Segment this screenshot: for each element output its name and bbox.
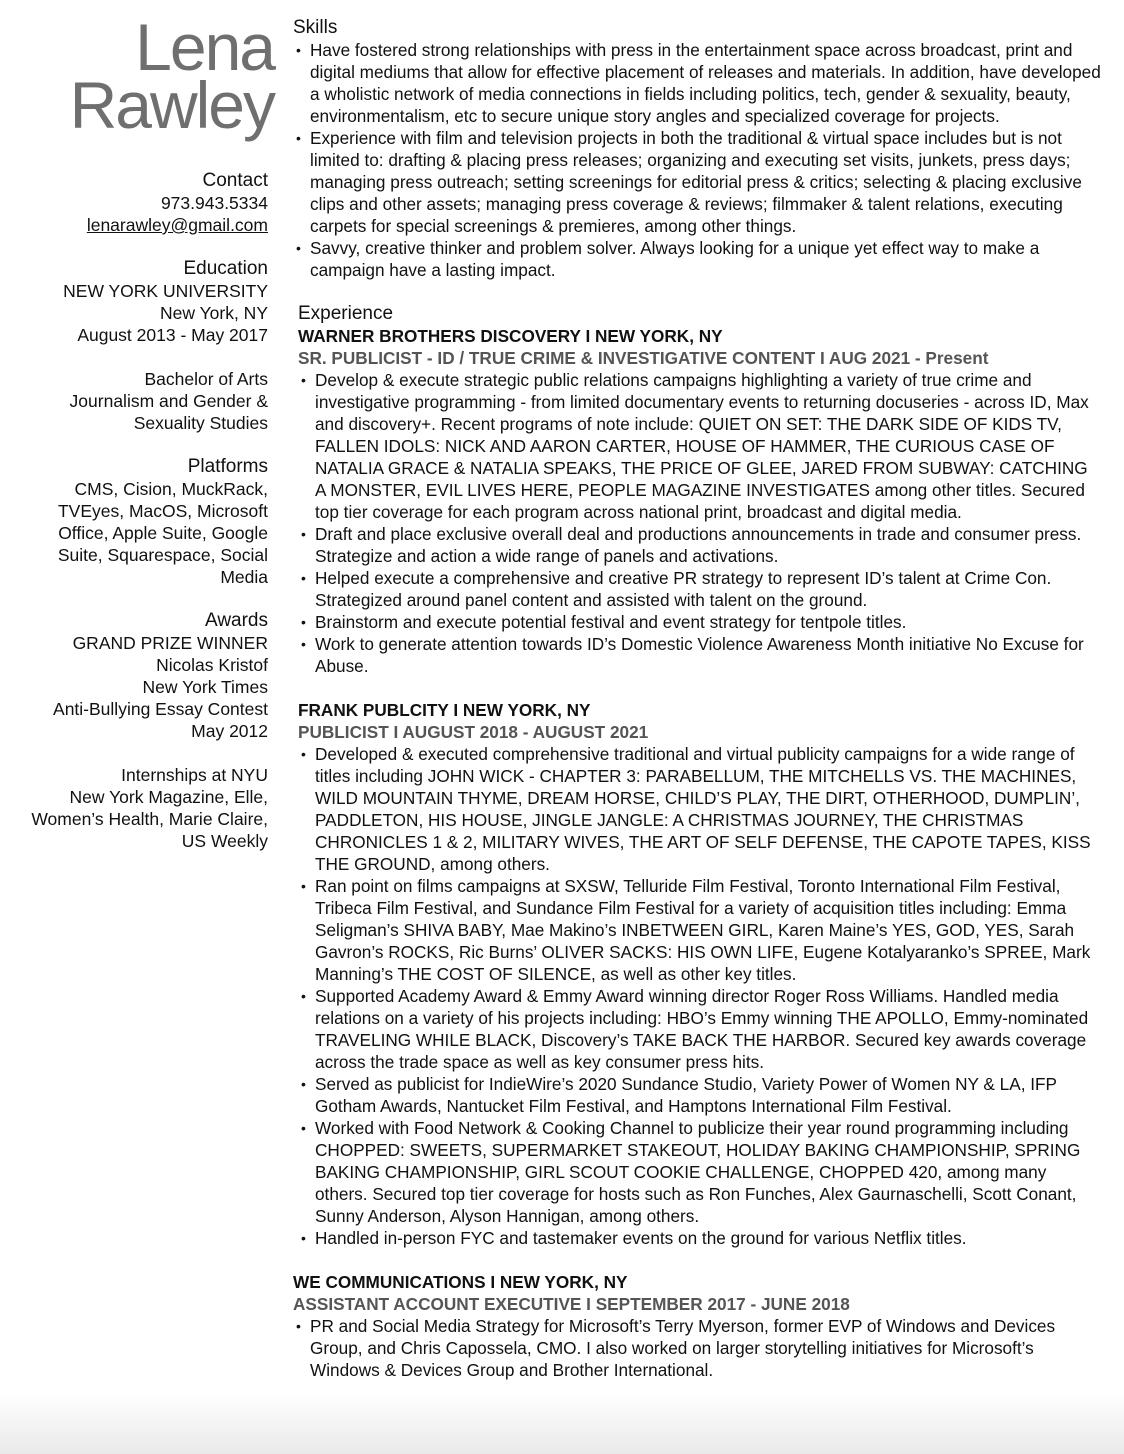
contact-heading: Contact <box>202 170 268 191</box>
email-link[interactable]: lenarawley@gmail.com <box>86 215 268 235</box>
education-heading: Education <box>183 258 268 279</box>
platforms-heading: Platforms <box>187 456 268 477</box>
education-section <box>0 258 268 434</box>
job-role: PUBLICIST I AUGUST 2018 - AUGUST 2021 <box>298 722 649 742</box>
skill-item: • Have fostered strong relationships with press in the entertainment space across broadcast, print and digital mediums that allow for effective placement of releases and materials. In addition, have developed a wholistic network of media connections in fields including politics, tech, gender & sexuality, beauty, environmentalism, etc to secure unique story angles and specialized coverage for projects. <box>293 39 1101 127</box>
job-bullet: • Ran point on films campaigns at SXSW, Telluride Film Festival, Toronto International Film Festival, Tribeca Film Festival, and Sundance Film Festival for a variety of acquisition titles including: Emma Seligman’s SHIVA BABY, Mae Makino’s INBETWEEN GIRL, Karen Maine’s YES, GOD, YES, Sarah Gavron’s ROCKS, Ric Burns’ OLIVER SACKS: HIS OWN LIFE, Eugene Kotalyaranko’s SPREE, Mark Manning’s THE COST OF SILENCE, as well as other key titles. <box>298 875 1101 985</box>
school-location: New York, NY <box>160 303 268 323</box>
award-line: GRAND PRIZE WINNER <box>72 633 268 653</box>
skills-list <box>293 39 1101 281</box>
internships-line: New York Magazine, Elle, <box>69 787 268 807</box>
job-bullet: • Worked with Food Network & Cooking Channel to publicize their year round programming including CHOPPED: SWEETS, SUPERMARKET STAKEOUT, HOLIDAY BAKING CHAMPIONSHIP, SPRING BAKING CHAMPIONSHIP, GIRL SCOUT COOKIE CHALLENGE, CHOPPED 420, among many others. Secured top tier coverage for hosts such as Ron Funches, Alex Gaurnaschelli, Scott Conant, Sunny Anderson, Alyson Hannigan, among others. <box>298 1117 1101 1227</box>
first-name: Lena <box>135 10 274 84</box>
resume-name <box>0 10 274 142</box>
contact-section <box>0 170 268 236</box>
job-bullet: • Handled in-person FYC and tastemaker events on the ground for various Netflix titles. <box>298 1227 1101 1249</box>
job-bullets <box>298 369 1101 677</box>
platforms-list: CMS, Cision, MuckRack, TVEyes, MacOS, Microsoft Office, Apple Suite, Google Suite, Squarespace, Social Media <box>57 479 268 587</box>
job-frank <box>293 699 1101 1249</box>
degree: Bachelor of Arts <box>144 369 268 389</box>
job-company: FRANK PUBLCITY I NEW YORK, NY <box>298 700 591 720</box>
school: NEW YORK UNIVERSITY <box>63 281 268 301</box>
job-role: SR. PUBLICIST - ID / TRUE CRIME & INVESTIGATIVE CONTENT I AUG 2021 - Present <box>298 348 989 368</box>
job-bullet: • PR and Social Media Strategy for Microsoft’s Terry Myerson, former EVP of Windows and Devices Group, and Chris Capossela, CMO. I also worked on larger storytelling initiatives for Microsoft’s Windows & Devices Group and Brother International. <box>293 1315 1101 1381</box>
job-bullet: • Helped execute a comprehensive and creative PR strategy to represent ID’s talent at Crime Con. Strategized around panel content and assisted with talent on the ground. <box>298 567 1101 611</box>
job-we <box>293 1271 1101 1381</box>
job-bullets <box>298 743 1101 1249</box>
job-company: WARNER BROTHERS DISCOVERY I NEW YORK, NY <box>298 326 723 346</box>
degree-major: Journalism and Gender & <box>69 391 268 411</box>
award-line: New York Times <box>142 677 268 697</box>
internships-line: Women’s Health, Marie Claire, <box>31 809 268 829</box>
internships-line: US Weekly <box>181 831 268 851</box>
skills-heading: Skills <box>293 17 338 38</box>
job-wbd <box>293 325 1101 677</box>
skill-item: • Experience with film and television projects in both the traditional & virtual space includes but is not limited to: drafting & placing press releases; organizing and executing set visits, junkets, press days; managing press outreach; setting screenings for editorial press & critics; selecting & placing exclusive clips and other assets; managing press coverage & reviews; filmmaker & talent relations, executing carpets for special screenings & premieres, among other things. <box>293 127 1101 237</box>
job-bullet: • Draft and place exclusive overall deal and productions announcements in trade and consumer press. Strategize and action a wide range of panels and activations. <box>298 523 1101 567</box>
job-bullet: • Served as publicist for IndieWire’s 2020 Sundance Studio, Variety Power of Women NY & LA, IFP Gotham Awards, Nantucket Film Festival, and Hamptons International Film Festival. <box>298 1073 1101 1117</box>
awards-heading: Awards <box>204 610 268 631</box>
sidebar <box>0 10 274 874</box>
internships-section <box>0 764 268 852</box>
award-line: Anti-Bullying Essay Contest <box>53 699 268 719</box>
job-role: ASSISTANT ACCOUNT EXECUTIVE I SEPTEMBER 2017 - JUNE 2018 <box>293 1294 850 1314</box>
phone: 973.943.5334 <box>160 193 268 213</box>
internships-line: Internships at NYU <box>121 765 268 785</box>
awards-section <box>0 610 268 742</box>
job-bullet: • Developed & executed comprehensive traditional and virtual publicity campaigns for a wide range of titles including JOHN WICK - CHAPTER 3: PARABELLUM, THE MITCHELLS VS. THE MACHINES, WILD MOUNTAIN THYME, DREAM HORSE, CHILD’S PLAY, THE DIRT, OTHERHOOD, DUMPLIN’, PADDLETON, HIS HOUSE, JINGLE JANGLE: A CHRISTMAS JOURNEY, THE CHRISTMAS CHRONICLES 1 & 2, MILITARY WIVES, THE ART OF SELF DEFENSE, THE CAPOTE TAPES, KISS THE GROUND, among others. <box>298 743 1101 875</box>
school-dates: August 2013 - May 2017 <box>77 325 268 345</box>
job-bullet: • Develop & execute strategic public relations campaigns highlighting a variety of true crime and investigative programming - from limited documentary events to returning docuseries - across ID, Max and discovery+. Recent programs of note include: QUIET ON SET: THE DARK SIDE OF KIDS TV, FALLEN IDOLS: NICK AND AARON CARTER, HOUSE OF HAMMER, THE CURIOUS CASE OF NATALIA GRACE & NATALIA SPEAKS, THE PRICE OF GLEE, JARED FROM SUBWAY: CATCHING A MONSTER, EVIL LIVES HERE, PEOPLE MAGAZINE INVESTIGATES among other titles. Secured top tier coverage for each program across national print, broadcast and digital media. <box>298 369 1101 523</box>
main-content <box>293 17 1101 1381</box>
degree-major-cont: Sexuality Studies <box>133 413 268 433</box>
last-name: Rawley <box>69 68 274 142</box>
award-line: May 2012 <box>191 721 268 741</box>
job-bullet: • Work to generate attention towards ID’s Domestic Violence Awareness Month initiative No Excuse for Abuse. <box>298 633 1101 677</box>
job-company: WE COMMUNICATIONS I NEW YORK, NY <box>293 1272 628 1292</box>
platforms-section <box>0 456 268 588</box>
experience-heading: Experience <box>298 303 394 324</box>
job-bullets <box>293 1315 1101 1381</box>
job-bullet: • Supported Academy Award & Emmy Award winning director Roger Ross Williams. Handled media relations on a variety of his projects including: HBO’s Emmy winning THE APOLLO, Emmy-nominated TRAVELING WHILE BLACK, Discovery’s TAKE BACK THE HARBOR. Secured key awards coverage across the trade space as well as key consumer press hits. <box>298 985 1101 1073</box>
page-bottom-shade <box>0 1394 1124 1454</box>
skill-item: • Savvy, creative thinker and problem solver. Always looking for a unique yet effect way to make a campaign have a lasting impact. <box>293 237 1101 281</box>
award-line: Nicolas Kristof <box>156 655 268 675</box>
job-bullet: • Brainstorm and execute potential festival and event strategy for tentpole titles. <box>298 611 1101 633</box>
